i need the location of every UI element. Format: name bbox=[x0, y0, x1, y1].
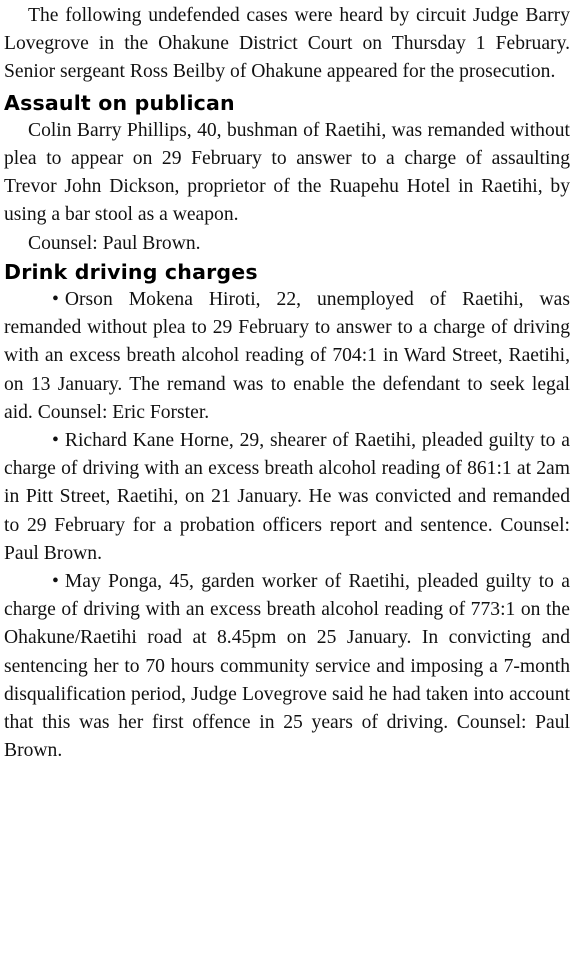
bullet-mark: • bbox=[52, 571, 59, 593]
paragraph-phillips-counsel: Counsel: Paul Brown. bbox=[28, 232, 201, 254]
heading-drink-driving-charges: Drink driving charges bbox=[4, 259, 258, 284]
paragraph-hiroti-case bbox=[4, 286, 570, 427]
intro-paragraph: The following undefended cases were heard by circuit Judge Barry Lovegrove in the Ohakune District Court on Thursday 1 February. Senior sergeant Ross Beilby of Ohakune appeared for the prosecution. bbox=[4, 5, 570, 83]
paragraph-phillips-case: Colin Barry Phillips, 40, bushman of Raetihi, was remanded without plea to appear on 29 February to answer to a charge of assaulting Trevor John Dickson, proprietor of the Ruapehu Hotel in Raetihi, by using a bar stool as a weapon. bbox=[4, 119, 570, 226]
paragraph-ponga-case bbox=[4, 568, 570, 765]
court-news-column bbox=[4, 2, 570, 765]
ponga-case-text: May Ponga, 45, garden worker of Raetihi, pleaded guilty to a charge of driving with an excess breath alcohol reading of 773:1 on the Ohakune/Raetihi road at 8.45pm on 25 January. In convicting and sentencing her to 70 hours community service and imposing a 7-month disqualification period, Judge Lovegrove said he had taken into account that this was her first offence in 25 years of driving. Counsel: Paul Brown. bbox=[4, 571, 570, 762]
horne-case-text: Richard Kane Horne, 29, shearer of Raetihi, pleaded guilty to a charge of driving with an excess breath alcohol reading of 861:1 at 2am in Pitt Street, Raetihi, on 21 January. He was convicted and remanded to 29 February for a probation officers report and sentence. Counsel: Paul Brown. bbox=[4, 430, 570, 564]
paragraph-horne-case bbox=[4, 427, 570, 568]
bullet-mark: • bbox=[52, 430, 59, 452]
hiroti-case-text: Orson Mokena Hiroti, 22, unemployed of Raetihi, was remanded without plea to 29 February to answer to a charge of driving with an excess breath alcohol reading of 704:1 in Ward Street, Raetihi, on 13 January. The remand was to enable the defendant to seek legal aid. Counsel: Eric Forster. bbox=[4, 289, 570, 423]
heading-assault-on-publican: Assault on publican bbox=[4, 90, 235, 115]
bullet-mark: • bbox=[52, 289, 59, 311]
